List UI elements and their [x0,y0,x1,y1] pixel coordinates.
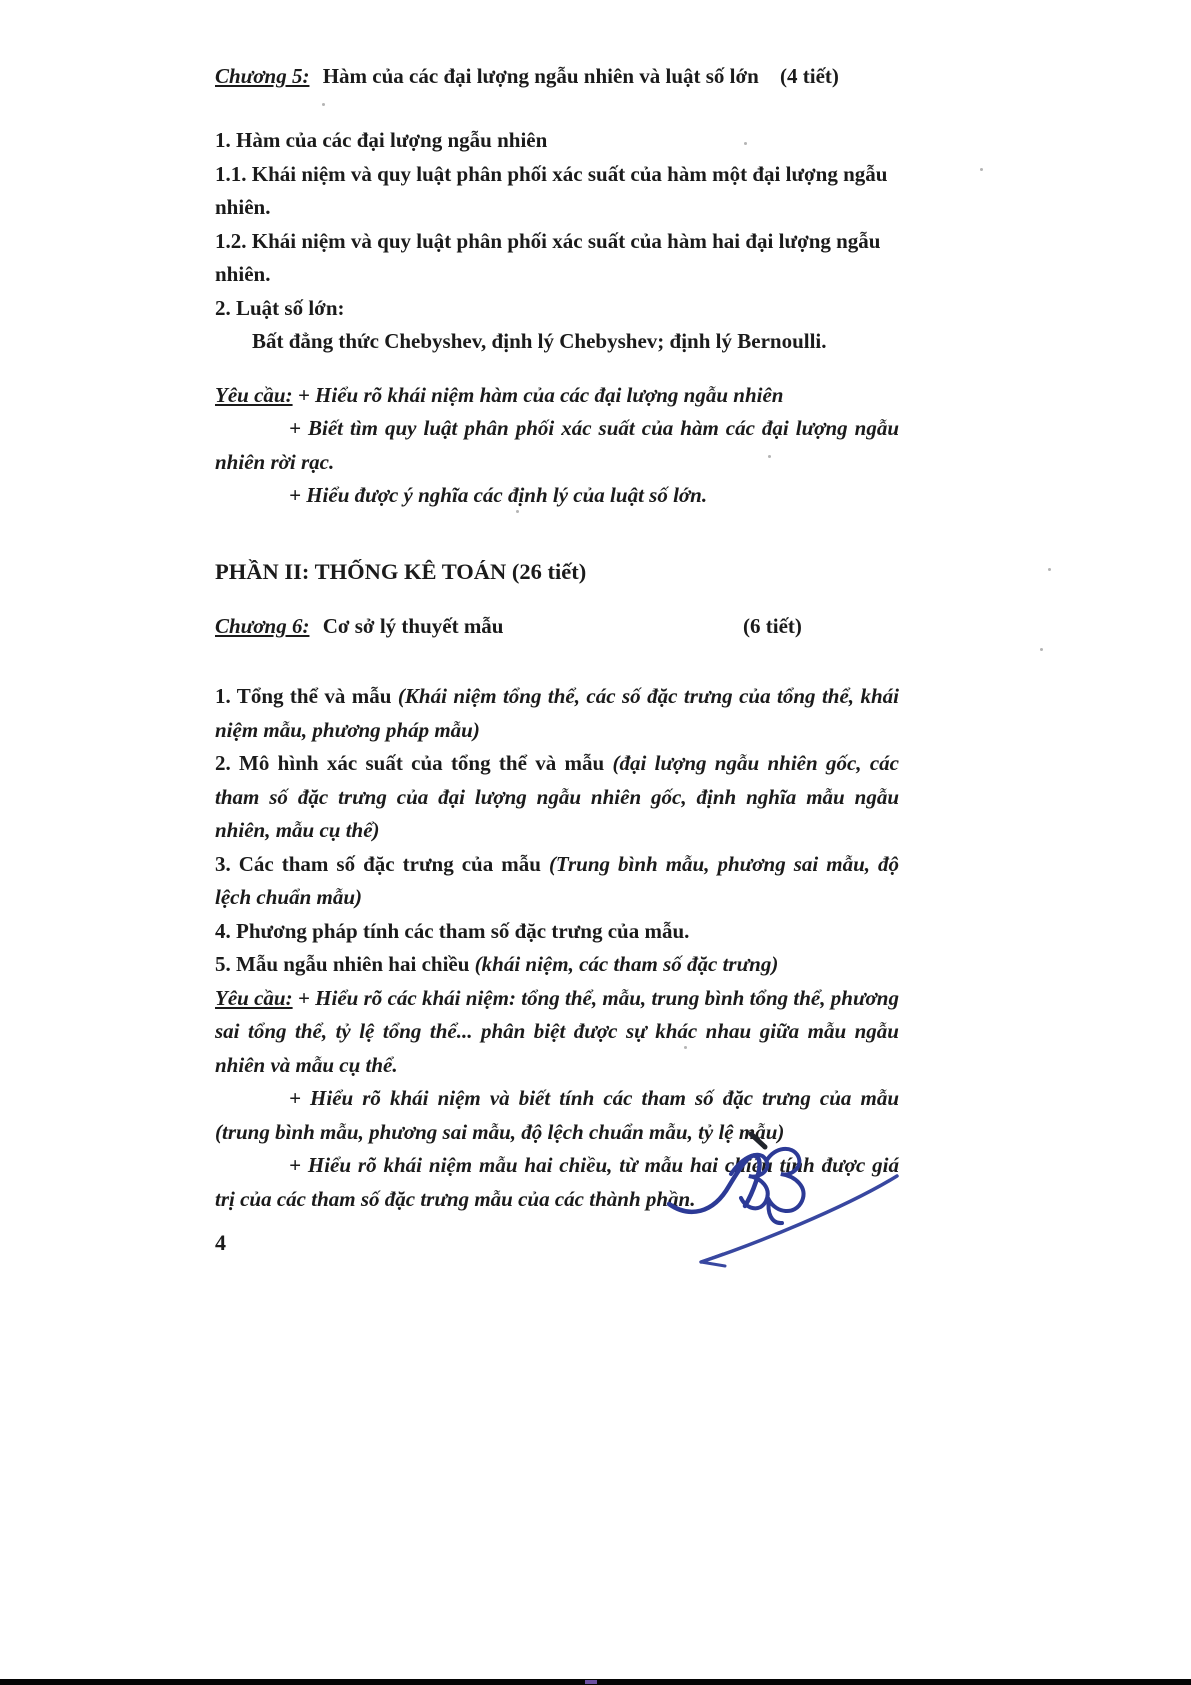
outline-item-lead: 1. Tổng thể và mẫu [215,684,398,708]
chapter6-heading [215,610,899,644]
outline-item [215,948,899,982]
chapter5-duration: (4 tiết) [780,64,839,88]
requirements-label: Yêu cầu: [215,985,293,1010]
outline-sub-item: Bất đẳng thức Chebyshev, định lý Chebyshev; định lý Bernoulli. [252,329,827,353]
scan-speck [744,142,747,145]
outline-item: 2. Luật số lớn: [215,295,345,320]
outline-item-detail: (khái niệm, các tham số đặc trưng) [474,952,779,976]
outline-item [215,680,899,747]
outline-item-lead: 5. Mẫu ngẫu nhiên hai chiều [215,952,475,976]
scan-speck [684,1046,687,1049]
part2-title: PHẦN II: THỐNG KÊ TOÁN (26 tiết) [215,558,587,584]
outline-item-detail: (Khái niệm tổng thể, các số đặc trưng của tổng thể, khái niệm mẫu, phương pháp mẫu) [215,684,899,742]
document-content [215,60,899,1216]
outline-item-detail: (đại lượng ngẫu nhiên gốc, các tham số đặc trưng của đại lượng ngẫu nhiên gốc, định nghĩa mẫu ngẫu nhiên, mẫu cụ thể) [215,751,899,842]
chapter5-outline [215,124,899,359]
requirements-label: Yêu cầu: [215,382,293,407]
chapter5-requirements [215,379,899,513]
chapter6-label: Chương 6: [215,614,310,638]
scan-speck [980,168,983,171]
requirement-line [215,379,899,413]
outline-item: 1. Hàm của các đại lượng ngẫu nhiên [215,128,548,152]
outline-item [215,915,899,949]
requirement-line: + Hiểu được ý nghĩa các định lý của luật số lớn. [289,483,708,507]
handwritten-signature-icon [655,1116,910,1274]
requirement-line: + Biết tìm quy luật phân phối xác suất của hàm các đại lượng ngẫu nhiên rời rạc. [215,416,899,474]
scan-speck [768,455,771,458]
outline-item-lead: 4. Phương pháp tính các tham số đặc trưng của mẫu. [215,918,690,943]
requirement-line [215,982,899,1083]
outline-item-detail: (Trung bình mẫu, phương sai mẫu, độ lệch chuẩn mẫu) [215,851,900,909]
requirement-line: + Hiểu rõ khái niệm mẫu hai chiều, từ mẫu hai chiều tính được giá trị của các tham số đặc trưng mẫu của các thành phần. [215,1153,899,1211]
chapter5-heading [215,60,899,94]
scan-speck [1040,648,1043,651]
chapter5-label: Chương 5: [215,64,310,88]
scan-speck [585,1680,597,1684]
outline-item [215,848,899,915]
page-number: 4 [215,1230,226,1255]
requirement-text: + Hiểu rõ các khái niệm: tổng thể, mẫu, trung bình tổng thể, phương sai tổng thể, tỷ lệ tổng thể... phân biệt được sự khác nhau giữa mẫu ngẫu nhiên và mẫu cụ thể. [215,985,899,1077]
outline-item [215,747,899,848]
chapter6-duration: (6 tiết) [743,614,802,638]
scan-edge-bar [0,1679,1191,1685]
outline-item: 1.2. Khái niệm và quy luật phân phối xác suất của hàm hai đại lượng ngẫu nhiên. [215,228,881,286]
scan-speck [322,103,325,106]
scan-speck [516,510,519,513]
requirement-text: + Hiểu rõ khái niệm hàm của các đại lượng ngẫu nhiên [292,382,784,407]
chapter5-title: Hàm của các đại lượng ngẫu nhiên và luật số lớn [322,64,759,88]
outline-item-lead: 2. Mô hình xác suất của tổng thể và mẫu [215,751,613,775]
outline-item: 1.1. Khái niệm và quy luật phân phối xác suất của hàm một đại lượng ngẫu nhiên. [215,161,888,219]
scan-speck [1048,568,1051,571]
requirement-line: + Hiểu rõ khái niệm và biết tính các tham số đặc trưng của mẫu (trung bình mẫu, phương sai mẫu, độ lệch chuẩn mẫu, tỷ lệ mẫu) [215,1086,899,1144]
outline-item-lead: 3. Các tham số đặc trưng của mẫu [215,851,549,876]
chapter6-title: Cơ sở lý thuyết mẫu [322,614,504,638]
